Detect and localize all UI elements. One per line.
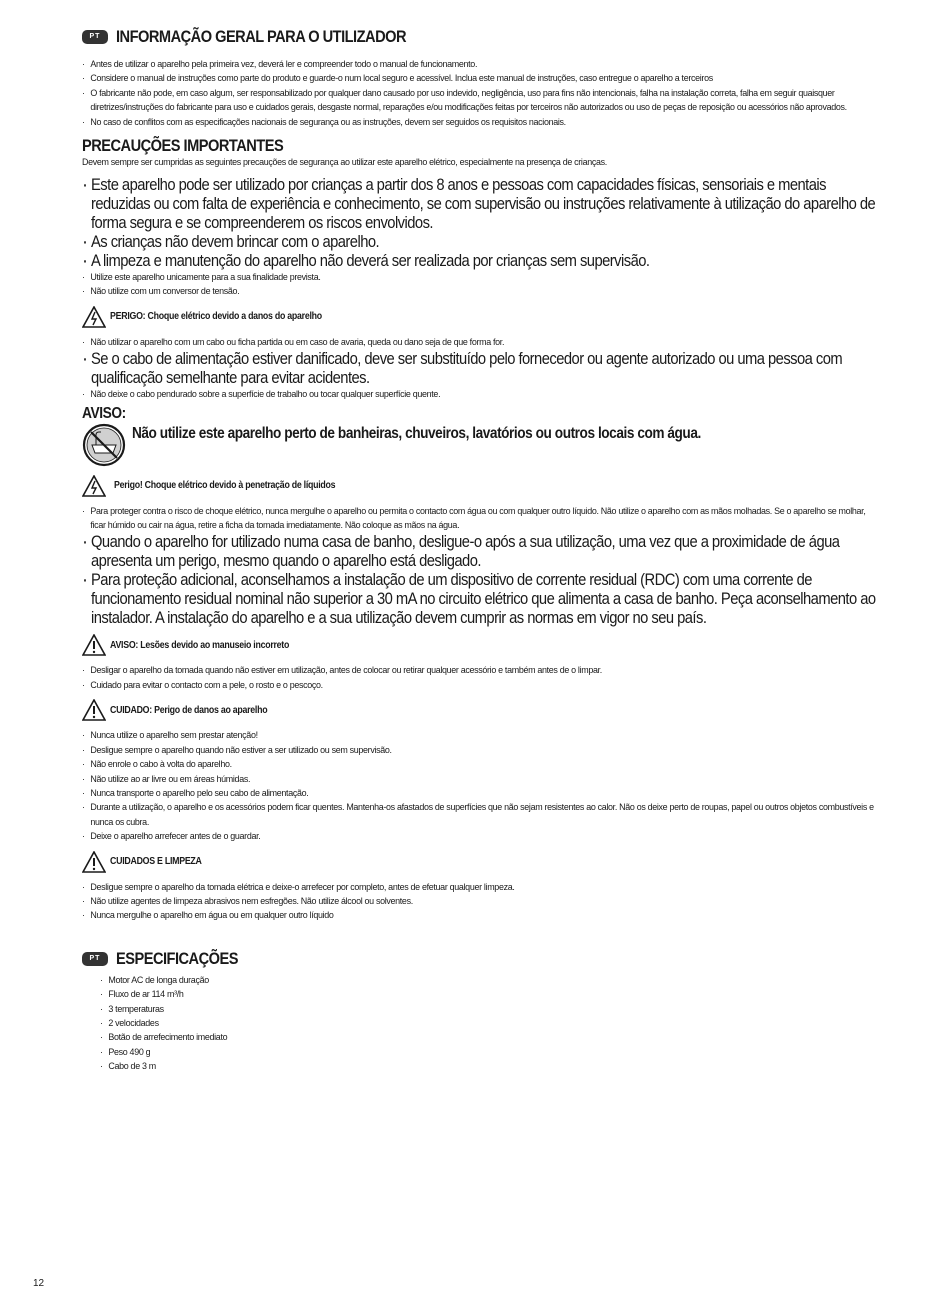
electric-hazard-icon [82,475,106,497]
list-item: · Nunca transporte o aparelho pelo seu cabo de alimentação. [82,787,876,801]
precautions-intro: Devem sempre ser cumpridas as seguintes precauções de segurança ao utilizar este aparelho elétrico, especialmente na presença de crianças. [82,157,607,169]
danger-label: PERIGO: Choque elétrico devido a danos do aparelho [110,311,322,323]
danger-label: Perigo! Choque elétrico devido à penetração de líquidos [114,480,336,492]
list-item: · Nunca mergulhe o aparelho em água ou em qualquer outro líquido [82,909,876,923]
caution-label: CUIDADO: Perigo de danos ao aparelho [110,704,268,716]
language-badge: PT [82,952,108,966]
caution-damage-row [82,697,872,723]
list-item: · Não utilize com um conversor de tensão. [82,285,876,299]
section-title: ESPECIFICAÇÕES [116,948,238,968]
list-item: · Desligue sempre o aparelho quando não estiver a ser utilizado ou sem supervisão. [82,744,876,758]
list-item: · Utilize este aparelho unicamente para a sua finalidade prevista. [82,271,876,285]
list-item: · Botão de arrefecimento imediato [100,1031,877,1045]
aviso-text: Não utilize este aparelho perto de banheiras, chuveiros, lavatórios ou outros locais com água. [132,424,701,442]
danger-electric-damage-row [82,304,872,330]
list-item: · Não utilize agentes de limpeza abrasivos nem esfregões. Não utilize álcool ou solventes. [82,895,876,909]
list-item: · Este aparelho pode ser utilizado por crianças a partir dos 8 anos e pessoas com capacidades físicas, sensoriais e mentais reduzidas ou com falta de experiência e conhecimento, se com supervisão ou instruções relativamente à utilização do aparelho de forma segura e se compreenderem os riscos envolvidos. [82,176,880,233]
list-item: · Desligue sempre o aparelho da tomada elétrica e deixe-o arrefecer por completo, antes de efetuar qualquer limpeza. [82,881,876,895]
list-item: · 2 velocidades [100,1017,877,1031]
list-item: · Para proteção adicional, aconselhamos a instalação de um dispositivo de corrente residual (RDC) com uma corrente de funcionamento residual nominal não superior a 30 mA no circuito elétrico que alimenta a casa de banho. Peça aconselhamento ao instalador. A instalação do aparelho e a sua utilização devem cumprir as normas em vigor no seu país. [82,571,880,628]
list-item: · Cabo de 3 m [100,1060,877,1074]
danger-liquid-row [82,473,872,499]
section-general-info-header [82,26,872,48]
list-item: · Não utilize ao ar livre ou em áreas húmidas. [82,773,876,787]
list-item: · Antes de utilizar o aparelho pela primeira vez, deverá ler e compreender todo o manual de funcionamento. [82,58,876,72]
list-item: · Não utilizar o aparelho com um cabo ou ficha partida ou em caso de avaria, queda ou dano seja de que forma for. [82,336,876,350]
list-item: · Se o cabo de alimentação estiver danificado, deve ser substituído pelo fornecedor ou agente autorizado ou uma pessoa com qualificação semelhante para evitar acidentes. [82,350,880,388]
list-item: · Deixe o aparelho arrefecer antes de o guardar. [82,830,876,844]
list-item: · 3 temperaturas [100,1003,877,1017]
general-info-list [82,58,872,130]
caution-list [82,729,872,844]
list-item: · Motor AC de longa duração [100,974,877,988]
list-item: · Peso 490 g [100,1046,877,1060]
precautions-title: PRECAUÇÕES IMPORTANTES [82,136,284,156]
warning-label: AVISO: Lesões devido ao manuseio incorreto [110,639,290,651]
section-specs-header [82,948,872,970]
section-title: INFORMAÇÃO GERAL PARA O UTILIZADOR [116,27,407,46]
care-list [82,881,872,924]
danger2-large-list [82,533,876,628]
danger2-list [82,505,872,534]
aviso-row [82,423,872,469]
aviso-title: AVISO: [82,404,126,422]
warning-list [82,664,872,693]
list-item: · Fluxo de ar 114 m³/h [100,988,877,1002]
electric-hazard-icon [82,306,106,328]
warning-icon [82,851,106,873]
no-bath-icon [82,423,126,467]
care-cleaning-row [82,849,872,875]
list-item: · Para proteger contra o risco de choque elétrico, nunca mergulhe o aparelho ou permita o contacto com água ou com qualquer outro líquido. Não utilize o aparelho com as mãos molhadas. Se o aparelho se molhar, ficar húmido ou cair na água, retire a ficha da tomada imediatamente. Não coloque as mãos na água. [82,505,876,534]
page-number: 12 [33,1278,45,1289]
list-item: · Nunca utilize o aparelho sem prestar atenção! [82,729,876,743]
warning-icon [82,699,106,721]
list-item: · Considere o manual de instruções como parte do produto e guarde-o num local seguro e acessível. Inclua este manual de instruções, caso entregue o aparelho a terceiros [82,72,876,86]
list-item: · Durante a utilização, o aparelho e os acessórios podem ficar quentes. Mantenha-os afastados de superfícies que não sejam resistentes ao calor. Não os deixe perto de roupas, papel ou outros objetos combustíveis e nunca os cubra. [82,801,876,830]
list-item: · Não deixe o cabo pendurado sobre a superfície de trabalho ou tocar qualquer superfície quente. [82,388,876,402]
list-item: · Cuidado para evitar o contacto com a pele, o rosto e o pescoço. [82,679,876,693]
list-item: · As crianças não devem brincar com o aparelho. [82,233,880,252]
danger1-list-b [82,388,872,402]
list-item: · O fabricante não pode, em caso algum, ser responsabilizado por qualquer dano causado por uso indevido, negligência, uso para fins não intencionais, falha na instalação correta, falha em seguir quaisquer diretrizes/instruções do fabricante para uso e cuidados gerais, desgaste normal, reparações e/ou modificações feitas por terceiros não autorizados ou uso de peças de reposição ou acessórios não aprovados. [82,87,876,116]
specs-list [100,974,872,1075]
warning-icon [82,634,106,656]
warning-handling-row [82,632,872,658]
list-item: · Não enrole o cabo à volta do aparelho. [82,758,876,772]
manual-page [82,26,876,1075]
precautions-small-list [82,271,872,300]
list-item: · A limpeza e manutenção do aparelho não deverá ser realizada por crianças sem supervisão. [82,252,880,271]
list-item: · Quando o aparelho for utilizado numa casa de banho, desligue-o após a sua utilização, uma vez que a proximidade de água apresenta um perigo, mesmo quando o aparelho está desligado. [82,533,880,571]
danger1-list-a [82,336,872,350]
care-label: CUIDADOS E LIMPEZA [110,856,202,868]
list-item: · No caso de conflitos com as especificações nacionais de segurança ou as instruções, devem ser seguidos os requisitos nacionais. [82,116,876,130]
list-item: · Desligar o aparelho da tomada quando não estiver em utilização, antes de colocar ou retirar qualquer acessório e também antes de o limpar. [82,664,876,678]
precautions-large-list [82,176,876,271]
language-badge: PT [82,30,108,44]
danger1-large-list [82,350,872,388]
